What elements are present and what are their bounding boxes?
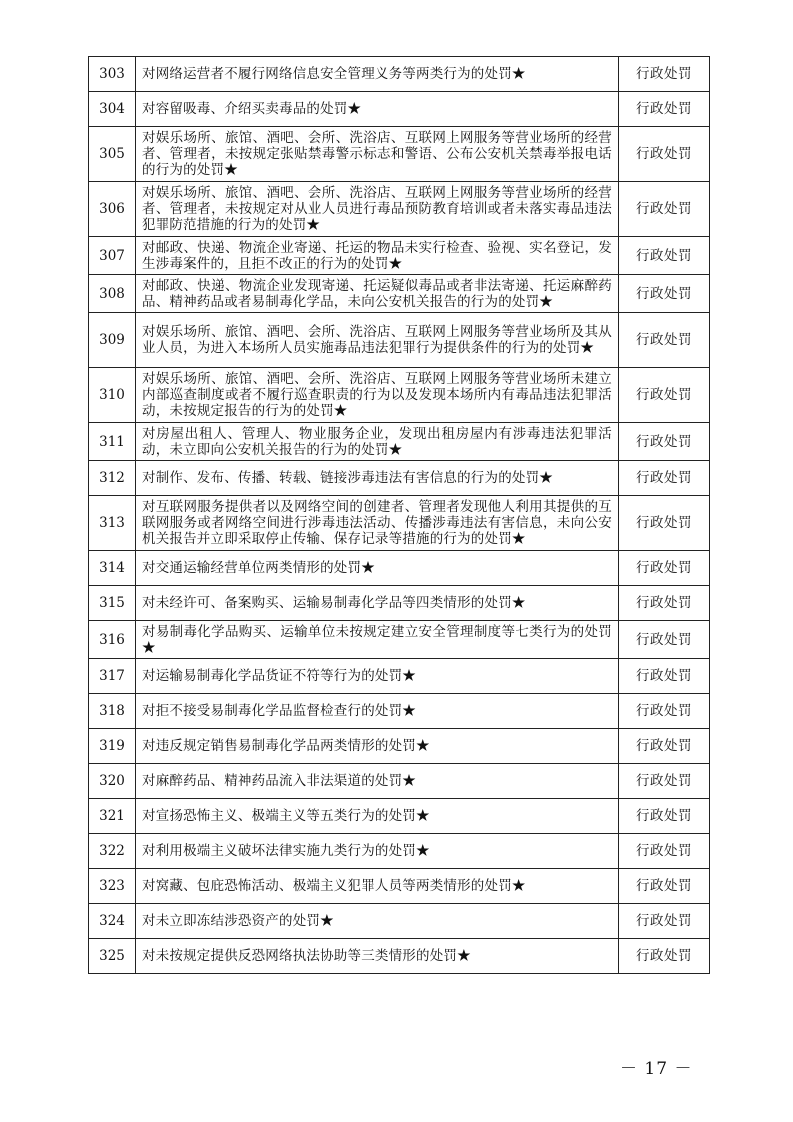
table-row [89, 237, 710, 275]
row-number: 319 [89, 729, 136, 764]
table-row [89, 799, 710, 834]
row-type: 行政处罚 [619, 694, 710, 729]
row-description: 对互联网服务提供者以及网络空间的创建者、管理者发现他人利用其提供的互联网服务或者网络空间进行涉毒违法活动、传播涉毒违法有害信息，未向公安机关报告并立即采取停止传输、保存记录等措施的行为的处罚★ [136, 496, 619, 551]
row-type: 行政处罚 [619, 834, 710, 869]
table-row [89, 834, 710, 869]
table-row [89, 659, 710, 694]
row-type: 行政处罚 [619, 127, 710, 182]
row-type: 行政处罚 [619, 659, 710, 694]
row-number: 318 [89, 694, 136, 729]
row-description: 对网络运营者不履行网络信息安全管理义务等两类行为的处罚★ [136, 57, 619, 92]
row-type: 行政处罚 [619, 275, 710, 313]
row-type: 行政处罚 [619, 496, 710, 551]
row-number: 303 [89, 57, 136, 92]
row-type: 行政处罚 [619, 621, 710, 659]
row-number: 311 [89, 423, 136, 461]
row-number: 307 [89, 237, 136, 275]
row-type: 行政处罚 [619, 237, 710, 275]
row-description: 对易制毒化学品购买、运输单位未按规定建立安全管理制度等七类行为的处罚★ [136, 621, 619, 659]
table-row [89, 127, 710, 182]
row-description: 对邮政、快递、物流企业寄递、托运的物品未实行检查、验视、实名登记，发生涉毒案件的，且拒不改正的行为的处罚★ [136, 237, 619, 275]
table-row [89, 764, 710, 799]
row-description: 对利用极端主义破坏法律实施九类行为的处罚★ [136, 834, 619, 869]
row-description: 对宣扬恐怖主义、极端主义等五类行为的处罚★ [136, 799, 619, 834]
row-type: 行政处罚 [619, 92, 710, 127]
table-row [89, 621, 710, 659]
row-description: 对麻醉药品、精神药品流入非法渠道的处罚★ [136, 764, 619, 799]
row-number: 321 [89, 799, 136, 834]
table-row [89, 368, 710, 423]
row-type: 行政处罚 [619, 939, 710, 974]
row-description: 对邮政、快递、物流企业发现寄递、托运疑似毒品或者非法寄递、托运麻醉药品、精神药品或者易制毒化学品，未向公安机关报告的行为的处罚★ [136, 275, 619, 313]
row-type: 行政处罚 [619, 461, 710, 496]
row-description: 对违反规定销售易制毒化学品两类情形的处罚★ [136, 729, 619, 764]
row-number: 308 [89, 275, 136, 313]
row-type: 行政处罚 [619, 869, 710, 904]
row-number: 310 [89, 368, 136, 423]
row-description: 对制作、发布、传播、转载、链接涉毒违法有害信息的行为的处罚★ [136, 461, 619, 496]
table-row [89, 729, 710, 764]
table-row [89, 92, 710, 127]
row-number: 312 [89, 461, 136, 496]
penalty-table-body [89, 57, 710, 974]
row-description: 对娱乐场所、旅馆、酒吧、会所、洗浴店、互联网上网服务等营业场所的经营者、管理者，未按规定对从业人员进行毒品预防教育培训或者未落实毒品违法犯罪防范措施的行为的处罚★ [136, 182, 619, 237]
table-row [89, 461, 710, 496]
row-description: 对未经许可、备案购买、运输易制毒化学品等四类情形的处罚★ [136, 586, 619, 621]
table-row [89, 904, 710, 939]
row-description: 对娱乐场所、旅馆、酒吧、会所、洗浴店、互联网上网服务等营业场所及其从业人员，为进入本场所人员实施毒品违法犯罪行为提供条件的行为的处罚★ [136, 313, 619, 368]
row-number: 304 [89, 92, 136, 127]
row-number: 306 [89, 182, 136, 237]
table-row [89, 586, 710, 621]
row-type: 行政处罚 [619, 313, 710, 368]
row-type: 行政处罚 [619, 551, 710, 586]
table-row [89, 869, 710, 904]
row-description: 对娱乐场所、旅馆、酒吧、会所、洗浴店、互联网上网服务等营业场所的经营者、管理者，未按规定张贴禁毒警示标志和警语、公布公安机关禁毒举报电话的行为的处罚★ [136, 127, 619, 182]
row-description: 对运输易制毒化学品货证不符等行为的处罚★ [136, 659, 619, 694]
row-number: 309 [89, 313, 136, 368]
row-type: 行政处罚 [619, 57, 710, 92]
table-row [89, 182, 710, 237]
row-type: 行政处罚 [619, 423, 710, 461]
penalty-table [88, 56, 710, 974]
row-description: 对娱乐场所、旅馆、酒吧、会所、洗浴店、互联网上网服务等营业场所未建立内部巡查制度或者不履行巡查职责的行为以及发现本场所内有毒品违法犯罪活动，未按规定报告的行为的处罚★ [136, 368, 619, 423]
row-number: 317 [89, 659, 136, 694]
row-number: 325 [89, 939, 136, 974]
row-type: 行政处罚 [619, 586, 710, 621]
table-row [89, 275, 710, 313]
row-type: 行政处罚 [619, 799, 710, 834]
row-description: 对未立即冻结涉恐资产的处罚★ [136, 904, 619, 939]
table-row [89, 57, 710, 92]
table-row [89, 423, 710, 461]
table-row [89, 496, 710, 551]
row-number: 324 [89, 904, 136, 939]
table-row [89, 939, 710, 974]
row-type: 行政处罚 [619, 368, 710, 423]
row-number: 315 [89, 586, 136, 621]
row-number: 313 [89, 496, 136, 551]
row-number: 314 [89, 551, 136, 586]
row-type: 行政处罚 [619, 904, 710, 939]
row-number: 322 [89, 834, 136, 869]
row-number: 323 [89, 869, 136, 904]
row-description: 对容留吸毒、介绍买卖毒品的处罚★ [136, 92, 619, 127]
row-type: 行政处罚 [619, 729, 710, 764]
table-row [89, 313, 710, 368]
row-description: 对房屋出租人、管理人、物业服务企业，发现出租房屋内有涉毒违法犯罪活动，未立即向公安机关报告的行为的处罚★ [136, 423, 619, 461]
table-row [89, 551, 710, 586]
row-type: 行政处罚 [619, 764, 710, 799]
row-type: 行政处罚 [619, 182, 710, 237]
row-description: 对交通运输经营单位两类情形的处罚★ [136, 551, 619, 586]
row-number: 316 [89, 621, 136, 659]
row-number: 305 [89, 127, 136, 182]
row-description: 对窝藏、包庇恐怖活动、极端主义犯罪人员等两类情形的处罚★ [136, 869, 619, 904]
row-description: 对未按规定提供反恐网络执法协助等三类情形的处罚★ [136, 939, 619, 974]
table-row [89, 694, 710, 729]
row-number: 320 [89, 764, 136, 799]
page-number: － 17 － [620, 1059, 693, 1079]
row-description: 对拒不接受易制毒化学品监督检查行的处罚★ [136, 694, 619, 729]
